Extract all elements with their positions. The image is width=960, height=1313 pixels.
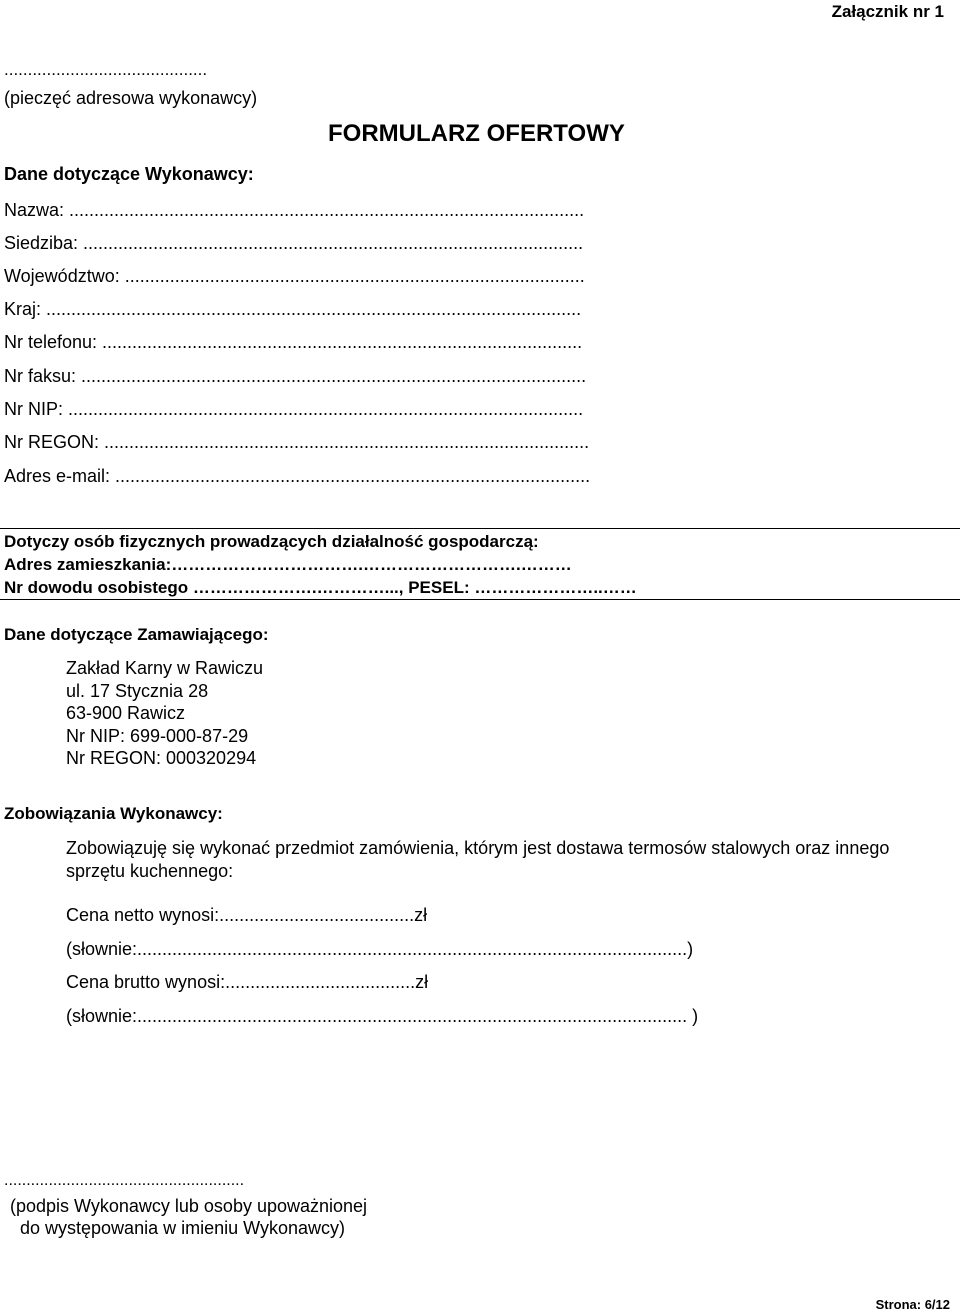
stamp-caption: (pieczęć adresowa wykonawcy)	[4, 88, 258, 108]
annex-label: Załącznik nr 1	[831, 2, 944, 21]
purchaser-line: Nr REGON: 000320294	[66, 748, 257, 768]
contractor-field-fax: Nr faksu: .....................................................................................................	[4, 366, 587, 386]
purchaser-heading: Dane dotyczące Zamawiającego:	[4, 625, 269, 644]
gross-price-words: (słownie:.............................................................................................................. )	[66, 1006, 699, 1026]
purchaser-line: Nr NIP: 699-000-87-29	[66, 726, 249, 746]
contractor-field-regon: Nr REGON: .................................................................................................	[4, 432, 590, 452]
stamp-dots: ...........................................	[4, 60, 208, 79]
page-number: Strona: 6/12	[875, 1297, 950, 1312]
contractor-field-name: Nazwa: .......................................................................................................	[4, 200, 585, 220]
signature-caption: (podpis Wykonawcy lub osoby upoważnionej	[10, 1196, 368, 1216]
contractor-field-voivodeship: Województwo: ............................................................................................	[4, 266, 585, 286]
individuals-id-pesel: Nr dowodu osobistego ………………….…………..., PESEL: …………………..……	[4, 578, 637, 597]
purchaser-line: ul. 17 Stycznia 28	[66, 681, 209, 701]
obligations-text-cont: sprzętu kuchennego:	[66, 861, 234, 881]
contractor-field-nip: Nr NIP: .......................................................................................................	[4, 399, 584, 419]
individuals-heading: Dotyczy osób fizycznych prowadzących działalność gospodarczą:	[4, 532, 539, 551]
divider-bottom	[0, 599, 960, 600]
contractor-heading: Dane dotyczące Wykonawcy:	[4, 164, 254, 184]
obligations-heading: Zobowiązania Wykonawcy:	[4, 804, 223, 823]
obligations-text: Zobowiązuję się wykonać przedmiot zamówienia, którym jest dostawa termosów stalowych oraz innego	[66, 838, 890, 858]
contractor-field-email: Adres e-mail: ...............................................................................................	[4, 466, 591, 486]
purchaser-line: Zakład Karny w Rawiczu	[66, 658, 264, 678]
signature-dots: ......................................................	[4, 1172, 245, 1189]
individuals-address: Adres zamieszkania:…………………………….……………………….………	[4, 555, 572, 574]
contractor-field-seat: Siedziba: ....................................................................................................	[4, 233, 584, 253]
divider-top	[0, 528, 960, 529]
page-title: FORMULARZ OFERTOWY	[328, 120, 625, 147]
contractor-field-country: Kraj: ...........................................................................................................	[4, 299, 582, 319]
contractor-field-phone: Nr telefonu: ................................................................................................	[4, 332, 583, 352]
signature-caption-cont: do występowania w imieniu Wykonawcy)	[20, 1218, 345, 1238]
net-price-line: Cena netto wynosi:.......................................zł	[66, 905, 428, 925]
gross-price-line: Cena brutto wynosi:......................................zł	[66, 972, 429, 992]
net-price-words: (słownie:..............................................................................................................)	[66, 939, 694, 959]
purchaser-line: 63-900 Rawicz	[66, 703, 186, 723]
